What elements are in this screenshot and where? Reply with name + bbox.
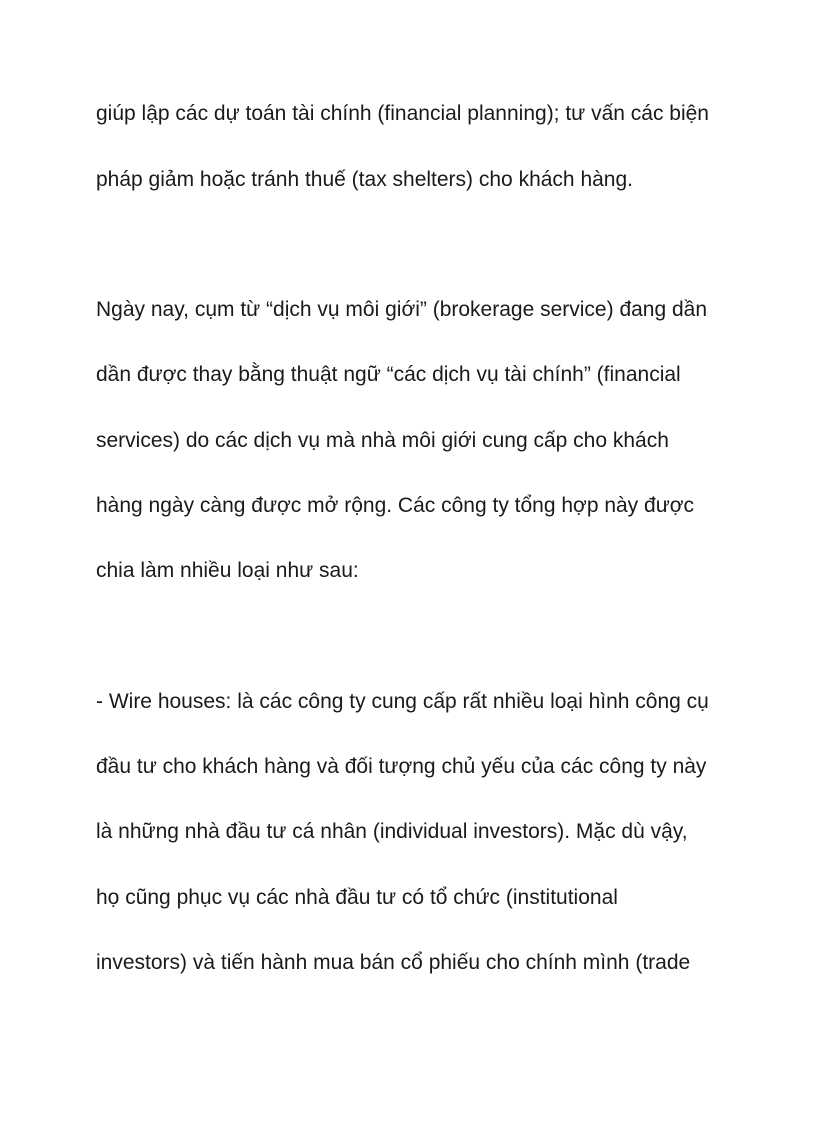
paragraph-3-line-2: đầu tư cho khách hàng và đối tượng chủ yếu của các công ty này [96,755,707,778]
paragraph-3-line-4: họ cũng phục vụ các nhà đầu tư có tổ chức (institutional [96,886,618,909]
paragraph-2-line-1: Ngày nay, cụm từ “dịch vụ môi giới” (brokerage service) đang dần [96,298,708,321]
paragraph-2-line-3: services) do các dịch vụ mà nhà môi giới cung cấp cho khách [96,429,669,452]
paragraph-3-line-5: investors) và tiến hành mua bán cổ phiếu cho chính mình (trade [96,951,691,974]
paragraph-2-line-5: chia làm nhiều loại như sau: [96,559,359,582]
paragraph-2-line-4: hàng ngày càng được mở rộng. Các công ty tổng hợp này được [96,494,695,517]
paragraph-3-line-3: là những nhà đầu tư cá nhân (individual investors). Mặc dù vậy, [96,820,688,843]
paragraph-1-line-2: pháp giảm hoặc tránh thuế (tax shelters) cho khách hàng. [96,168,633,191]
paragraph-2-line-2: dần được thay bằng thuật ngữ “các dịch vụ tài chính” (financial [96,363,681,386]
paragraph-3-line-1: - Wire houses: là các công ty cung cấp rất nhiều loại hình công cụ [96,690,709,713]
paragraph-1-line-1: giúp lập các dự toán tài chính (financial planning); tư vấn các biện [96,102,709,125]
